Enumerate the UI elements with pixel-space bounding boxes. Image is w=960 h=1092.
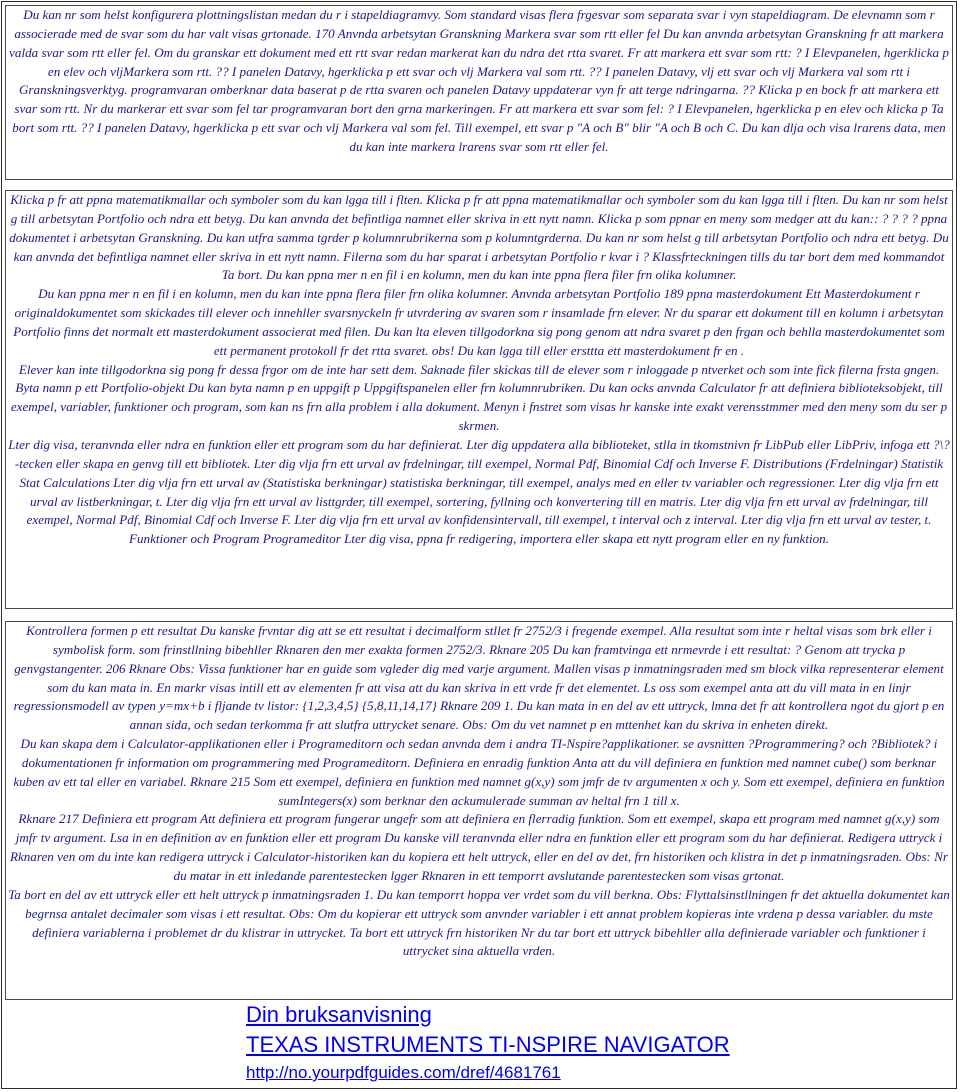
document-page [1,1,957,1089]
product-name-link[interactable]: TEXAS INSTRUMENTS TI-NSPIRE NAVIGATOR [246,1032,730,1057]
paragraph: Elever kan inte tillgodorkna sig pong fr dessa frgor om de inte har sett dem. Saknade filer skickas till de elever som r inloggade p ntverket och som inte fick filerna frsta gngen. Byta namn p ett Portfolio-objekt Du kan byta namn p en uppgift p Uppgiftspanelen eller frn kolumnrubriken. Du kan ocks anvnda Calculator fr att definiera biblioteksobjekt, till exempel, variabler, funktioner och program, som kan ns frn alla problem i alla dokument. Menyn i fnstret som visas hr kanske inte exakt verensstmmer med den meny som du ser p skrmen. [10,361,948,434]
paragraph: Kontrollera formen p ett resultat Du kanske frvntar dig att se ett resultat i decimalform stllet fr 2752/3 i fregende exempel. Alla resultat som inte r heltal visas som brk eller i symbolisk form. som frinstllning bibehller Rknaren den mer exakta formen 2752/3. Rknare 205 Du kan framtvinga ett nrmevrde i ett resultat: ? Genom att trycka p genvgstangenter. 206 Rknare Obs: Vissa funktioner har en guide som vgleder dig med varje argument. Mallen visas p inmatningsraden med sm block vilka representerar element som du kan mata in. En markr visas intill ett av elementen fr att visa att du kan skriva in ett vrde fr det elementet. Ls oss som exempel anta att du vill mata in en linjr regressionsmodell av typen y=mx+b i fljande tv listor: {1,2,3,4,5} {5,8,11,14,17} Rknare 209 1. Du kan mata in en del av ett uttryck, lmna det fr att kontrollera ngot du gjort p en annan sida, och sedan terkomma fr att slutfra uttrycket senare. Obs: Om du vet namnet p en mttenhet kan du skriva in enheten direkt. [13,623,945,733]
text-block-calculator-results [5,621,953,1000]
paragraph: Du kan skapa dem i Calculator-applikationen eller i Programeditorn och sedan anvnda dem i andra TI-Nspire?applikationer. se avsnitten ?Programmering? och ?Bibliotek? i dokumentationen fr information om programmering med Programeditorn. Definiera en enradig funktion Anta att du vill definiera en funktion med namnet cube() som berknar kuben av ett tal eller en variabel. Rknare 215 Som ett exempel, definiera en funktion med namnet g(x,y) som jmfr de tv argumenten x och y. Som ett exempel, definiera en funktion sumIntegers(x) som berknar den ackumulerade summan av heltal frn 1 till x. [13,736,945,808]
paragraph: Lter dig visa, teranvnda eller ndra en funktion eller ett program som du har definierat. Lter dig uppdatera alla biblioteket, stlla in tkomstnivn fr LibPub eller LibPriv, infoga ett ?\?-tecken eller skapa en genvg till ett bibliotek. Lter dig vlja frn ett urval av frdelningar, till exempel, Normal Pdf, Binomial Cdf och Inverse F. Distributions (Frdelningar) Statistik Stat Calculations Lter dig vlja frn ett urval av (Statistiska berkningar) statistiska berkningar, till exempel, analys med en eller tv variabler och regressioner. Lter dig vlja frn ett urval av listberkningar, t. Lter dig vlja frn ett urval av listtgrder, till exempel, sortering, fyllning och konvertering till en matris. Lter dig vlja frn ett urval av frdelningar, till exempel, Normal Pdf, Binomial Cdf och Inverse F. Lter dig vlja frn ett urval av konfidensintervall, till exempel, t interval och z interval. Lter dig vlja frn ett urval av tester, t. Funktioner och Program Programeditor Lter dig visa, ppna fr redigering, importera eller skapa ett nytt program eller en ny funktion. [8,436,950,547]
paragraph: Du kan ppna mer n en fil i en kolumn, men du kan inte ppna flera filer frn olika kolumner. Anvnda arbetsytan Portfolio 189 ppna masterdokument Ett Masterdokument r originaldokumentet som skickades till elever och innehller svarsnyckeln fr utvrdering av svaren som r insamlade frn elever. Nr du sparar ett dokument till en kolumn i arbetsytan Portfolio finns det normalt ett masterdokument associerat med filen. Du kan lta eleven tillgodorkna sig pong genom att ndra svaret p den frgan och behlla masterdokumentet som ett permanent protokoll fr det rtta svaret. obs! Du kan lgga till eller ersttta ett masterdokument fr en . [13,286,945,358]
paragraph: Klicka p fr att ppna matematikmallar och symboler som du kan lgga till i flten. Klicka p fr att ppna matematikmallar och symboler som du kan lgga till i flten. Du kan nr som helst g till arbetsytan Portfolio och ndra ett betyg. Du kan anvnda det befintliga namnet eller skriva in ett nytt namn. Klicka p som ppnar en meny som medger att du kan:: ? ? ? ? ppna dokumentet i arbetsytan Granskning. Du kan utfra samma tgrder p kolumnrubrikerna som p kolumntgrderna. Du kan nr som helst g till arbetsytan Portfolio och ndra ett betyg. Du kan anvnda det befintliga namnet eller skriva in ett nytt namn. Filerna som du har sparat i arbetsytan Portfolio r kvar i ? Klassfrteckningen tills du tar bort dem med kommandot Ta bort. Du kan ppna mer n en fil i en kolumn, men du kan inte ppna flera filer frn olika kolumner. [9,192,949,283]
paragraph: Du kan nr som helst konfigurera plottningslistan medan du r i stapeldiagramvy. Som standard visas flera frgesvar som separata svar i vyn stapeldiagram. De elevnamn som r associerade med de svar som du har valt visas grtonade. 170 Anvnda arbetsytan Granskning Markera svar som rtt eller fel Du kan anvnda arbetsytan Granskning fr att markera valda svar som rtt eller fel. Om du granskar ett dokument med ett rtt svar redan markerat kan du ndra det rtta svaret. Fr att markera ett svar som rtt: ? I Elevpanelen, hgerklicka p en elev och vljMarkera som rtt. ?? I panelen Datavy, hgerklicka p ett svar och vlj Markera val som rtt. ?? I panelen Datavy, vlj ett svar och vlj Markera val som rtt i Granskningsverktyg. programvaran omberknar data baserat p de rtta svaren och panelen Datavy uppdaterar vyn fr att terge ndringarna. ?? Klicka p en bock fr att markera ett svar som rtt. Nr du markerar ett svar som fel tar programvaran bort den grna markeringen. Fr att markera ett svar som fel: ? I Elevpanelen, hgerklicka p en elev och klicka p Ta bort som rtt. ?? I panelen Datavy, hgerklicka p ett svar och vlj Markera val som fel. Till exempel, ett svar p "A och B" blir "A och B och C. Du kan dlja och visa lrarens data, men du kan inte markera lrarens svar som rtt eller fel. [9,7,949,154]
paragraph: Ta bort en del av ett uttryck eller ett helt uttryck p inmatningsraden 1. Du kan temporrt hoppa ver vrdet som du vill berkna. Obs: Flyttalsinstllningen fr det aktuella dokumentet kan begrnsa antalet decimaler som visas i ett resultat. Obs: Om du kopierar ett uttryck som anvnder variabler i ett annat problem kopieras inte vrdena p dessa variabler. du mste definiera variablerna i problemet dr du klistrar in uttrycket. Ta bort ett uttryck frn historiken Nr du tar bort ett uttryck bibehller alla definierade variabler och funktioner i uttrycket sina aktuella vrden. [8,886,950,959]
paragraph: Rknare 217 Definiera ett program Att definiera ett program fungerar ungefr som att definiera en flerradig funktion. Som ett exempel, skapa ett program med namnet g(x,y) som jmfr tv argument. Lsa in en definition av en funktion eller ett program Du kanske vill teranvnda eller ndra en funktion eller ett program som du har definierat. Redigera uttryck i Rknaren ven om du inte kan redigera uttryck i Calculator-historiken kan du kopiera ett helt uttryck, eller en del av det, frn historiken och klistra in det p inmatningsraden. Obs: Nr du matar in ett inledande parentestecken lgger Rknaren in ett temporrt avslutande parentestecken som visas grtonat. [9,811,949,883]
manual-title-link[interactable]: Din bruksanvisning [246,1002,432,1027]
text-block-portfolio-calculator [5,190,953,609]
footer-links [246,1000,946,1086]
download-url-link[interactable]: http://no.yourpdfguides.com/dref/4681761 [246,1063,561,1082]
text-block-plot-review [5,5,953,180]
